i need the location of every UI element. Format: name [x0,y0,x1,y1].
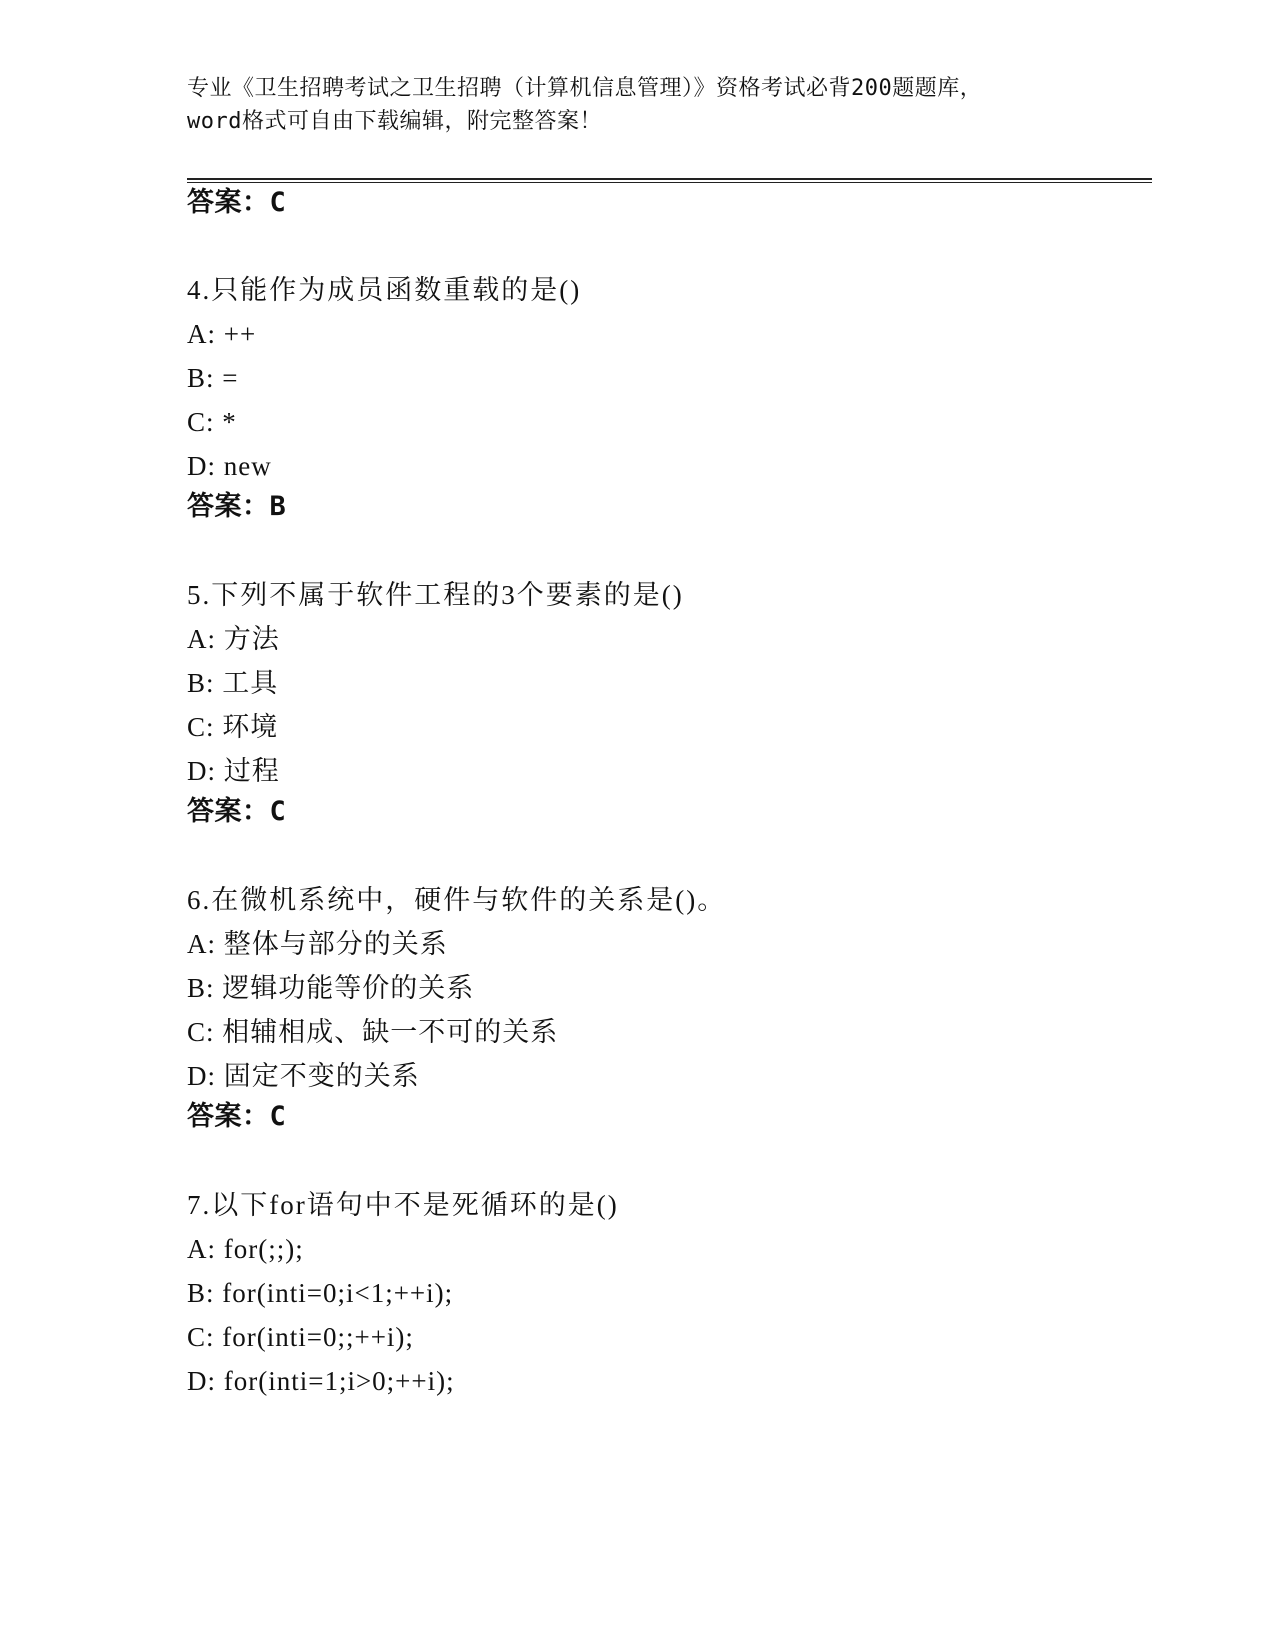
question-4-option-a: A: ++ [187,319,257,349]
header-line-1: 专业《卫生招聘考试之卫生招聘（计算机信息管理）》资格考试必背200题题库， [187,76,983,101]
header-line-2: word格式可自由下载编辑，附完整答案！ [187,109,602,134]
question-4-stem: 4.只能作为成员函数重载的是() [187,275,582,305]
document-header [187,72,1107,138]
question-4-option-d: D: new [187,451,272,481]
question-4-answer: 答案：B [187,491,287,522]
question-6-stem: 6.在微机系统中，硬件与软件的关系是()。 [187,885,727,915]
question-5-answer: 答案：C [187,796,287,827]
question-6-option-a: A: 整体与部分的关系 [187,929,448,959]
question-5-option-d: D: 过程 [187,756,280,786]
header-rule-thick [187,178,1152,180]
question-5-stem: 5.下列不属于软件工程的3个要素的是() [187,580,684,610]
question-5-option-c: C: 环境 [187,712,279,742]
question-6-answer: 答案：C [187,1101,287,1132]
header-rule-thin [187,182,1152,183]
question-7-option-c: C: for(inti=0;;++i); [187,1322,414,1352]
question-4-option-c: C: * [187,407,237,437]
question-7-stem: 7.以下for语句中不是死循环的是() [187,1190,619,1220]
question-6-option-d: D: 固定不变的关系 [187,1061,420,1091]
question-5-option-b: B: 工具 [187,668,279,698]
question-4-option-b: B: = [187,363,239,393]
answer-previous: 答案：C [187,187,287,218]
question-7-option-a: A: for(;;); [187,1234,304,1264]
question-5-option-a: A: 方法 [187,624,280,654]
question-6-option-c: C: 相辅相成、缺一不可的关系 [187,1017,559,1047]
question-6-option-b: B: 逻辑功能等价的关系 [187,973,475,1003]
question-7-option-b: B: for(inti=0;i<1;++i); [187,1278,454,1308]
question-7-option-d: D: for(inti=1;i>0;++i); [187,1366,455,1396]
